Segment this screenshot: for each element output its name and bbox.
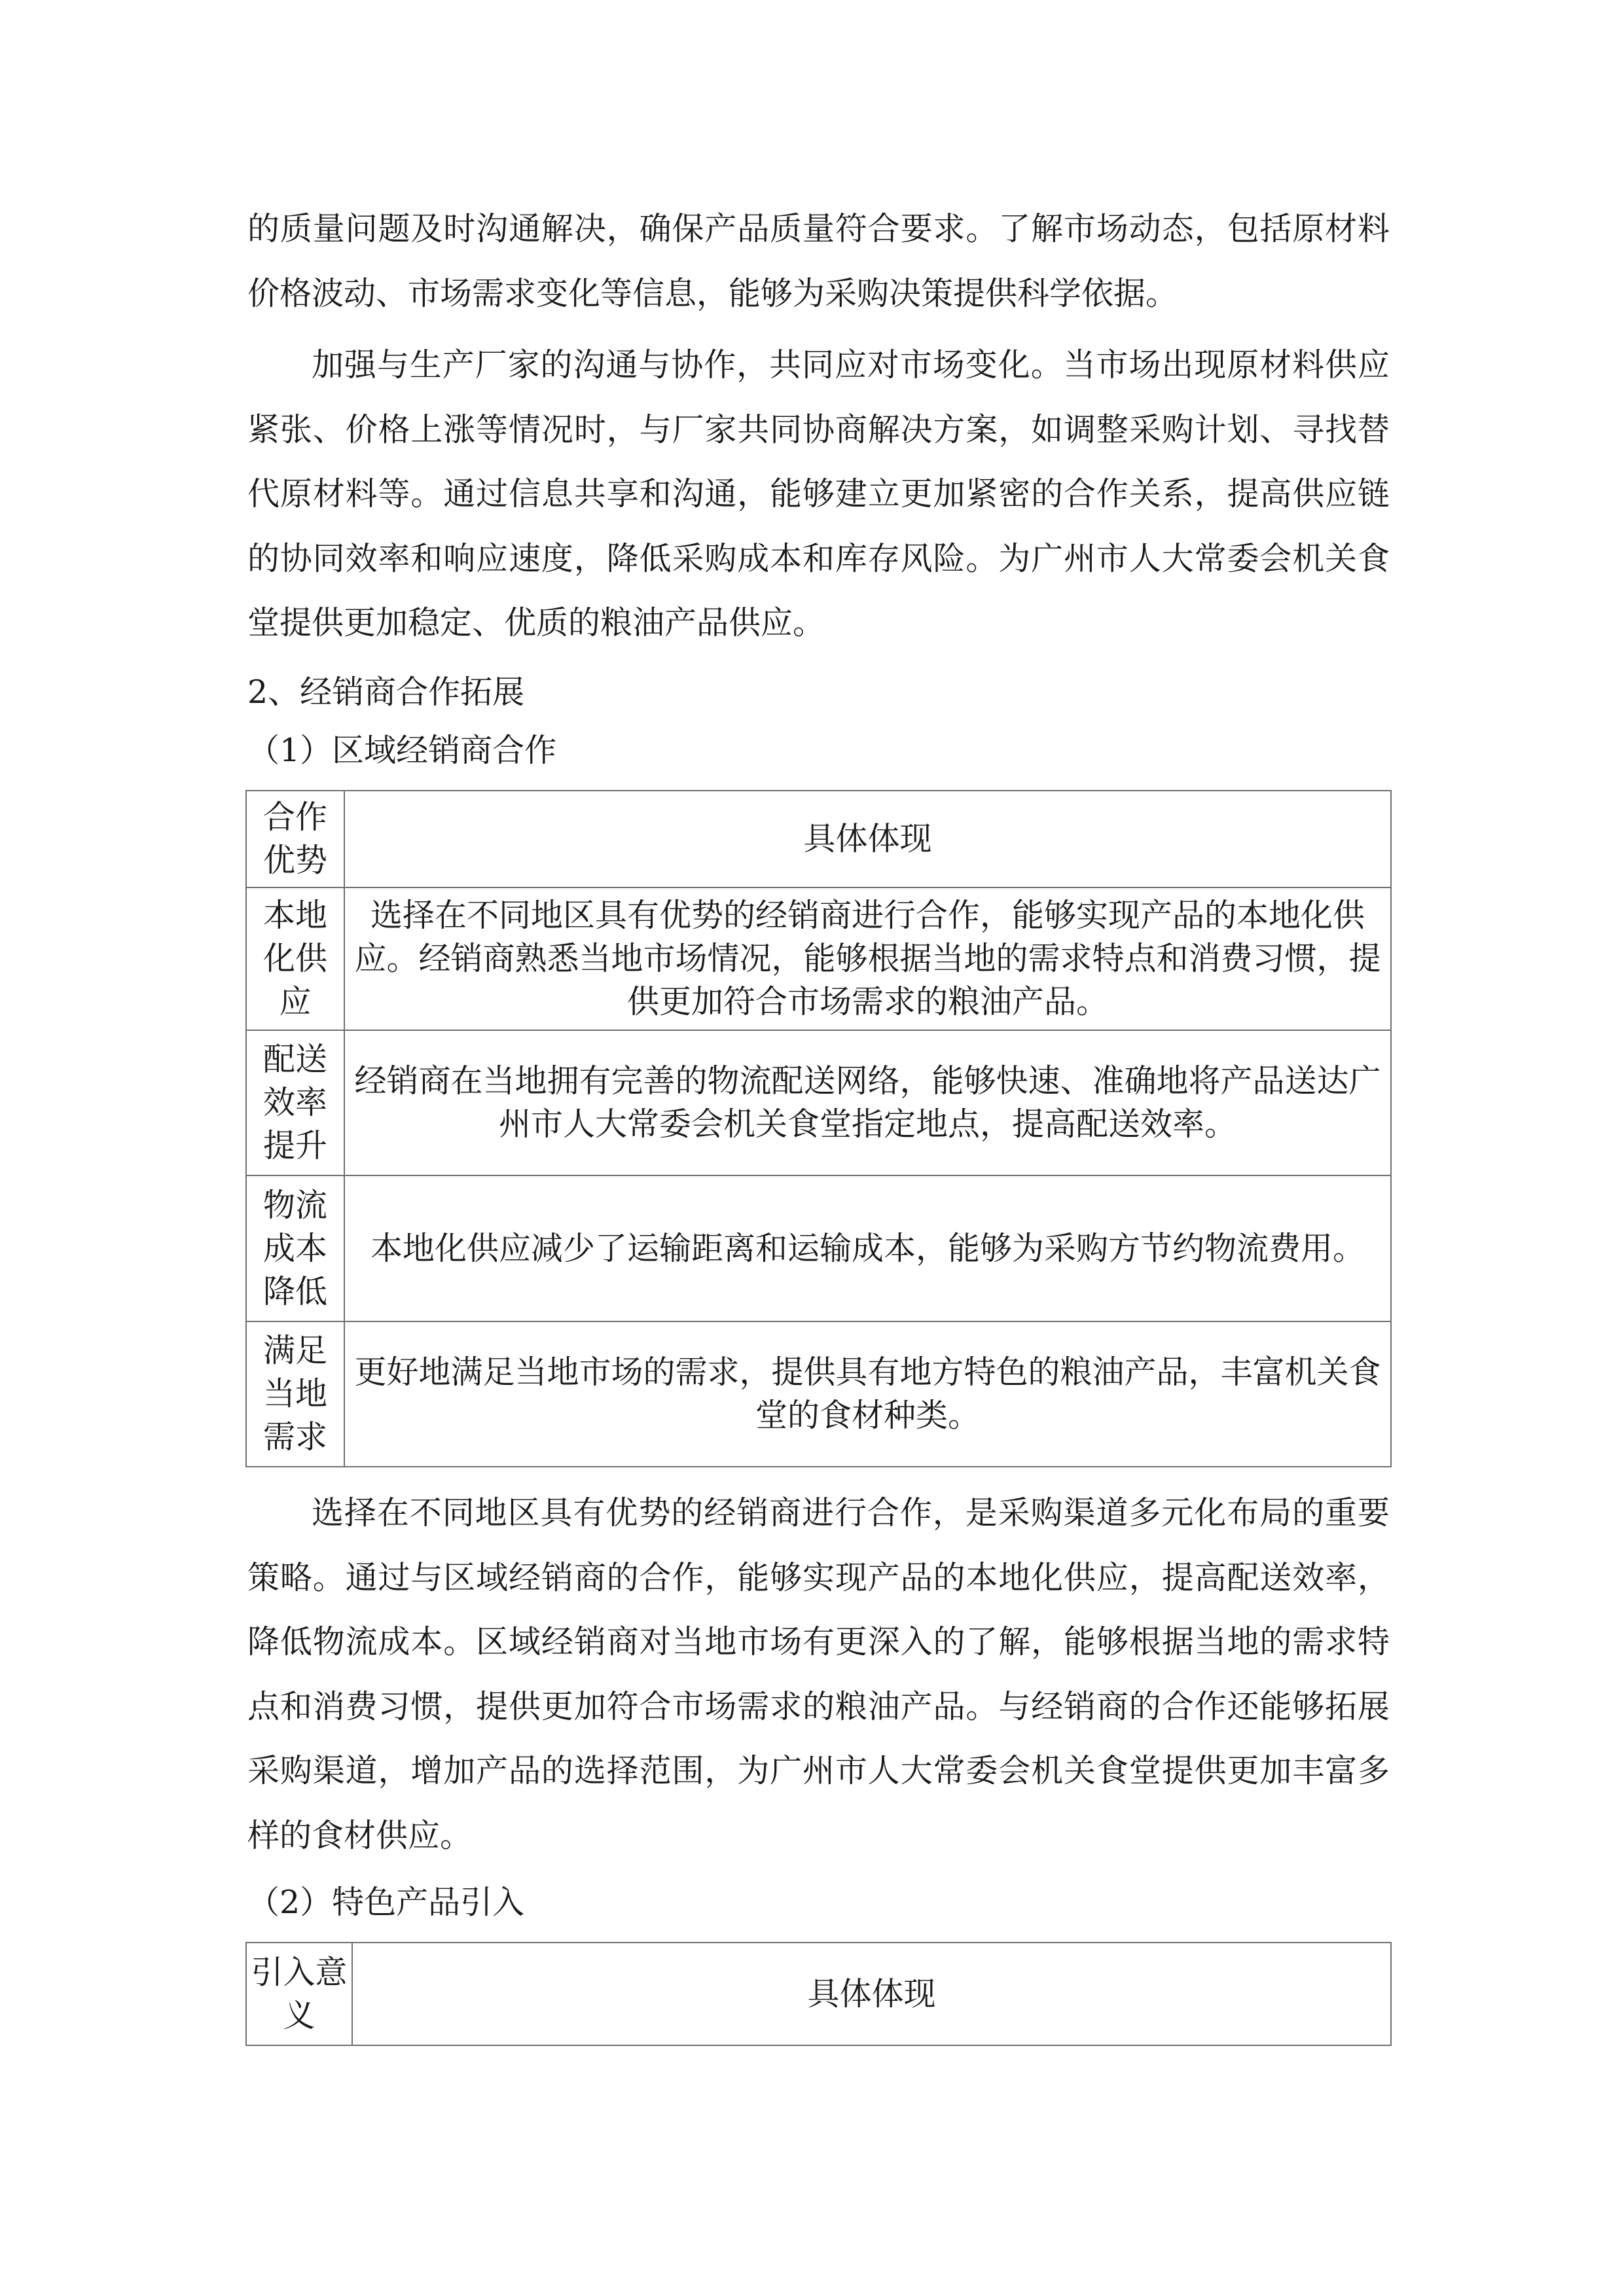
table-cell-advantage: 物流成本降低 [246,1175,344,1321]
table-header-row [246,1943,1391,2045]
table-header-row [246,791,1391,888]
table-cell-detail: 本地化供应减少了运输距离和运输成本，能够为采购方节约物流费用。 [344,1175,1391,1321]
table-cell-detail: 更好地满足当地市场的需求，提供具有地方特色的粮油产品，丰富机关食堂的食材种类。 [344,1321,1391,1467]
table-cell-advantage: 本地化供应 [246,888,344,1030]
table-header-advantage: 合作优势 [246,791,344,888]
specialty-products-table [245,1942,1392,2046]
table-header-detail: 具体体现 [352,1943,1391,2045]
table-cell-advantage: 满足当地需求 [246,1321,344,1467]
section-heading-dealer-expansion: 2、经销商合作拓展 [247,673,525,711]
table-row [246,1175,1391,1321]
subsection-heading-regional-dealer: （1）区域经销商合作 [247,732,557,769]
table-cell-detail: 选择在不同地区具有优势的经销商进行合作，能够实现产品的本地化供应。经销商熟悉当地市场情况，能够根据当地的需求特点和消费习惯，提供更加符合市场需求的粮油产品。 [344,888,1391,1030]
paragraph-quality-market: 的质量问题及时沟通解决，确保产品质量符合要求。了解市场动态，包括原材料价格波动、市场需求变化等信息，能够为采购决策提供科学依据。 [247,210,1390,312]
table-header-detail: 具体体现 [344,791,1391,888]
table-row [246,888,1391,1030]
table-row [246,1030,1391,1175]
table-cell-advantage: 配送效率提升 [246,1030,344,1175]
regional-dealer-table [245,790,1392,1467]
table-row [246,1321,1391,1467]
table-header-significance: 引入意义 [246,1943,352,2045]
paragraph-regional-dealer-strategy: 选择在不同地区具有优势的经销商进行合作，是采购渠道多元化布局的重要策略。通过与区域经销商的合作，能够实现产品的本地化供应，提高配送效率，降低物流成本。区域经销商对当地市场有更深入的了解，能够根据当地的需求特点和消费习惯，提供更加符合市场需求的粮油产品。与经销商的合作还能够拓展采购渠道，增加产品的选择范围，为广州市人大常委会机关食堂提供更加丰富多样的食材供应。 [247,1494,1390,1854]
table-cell-detail: 经销商在当地拥有完善的物流配送网络，能够快速、准确地将产品送达广州市人大常委会机关食堂指定地点，提高配送效率。 [344,1030,1391,1175]
paragraph-manufacturer-cooperation: 加强与生产厂家的沟通与协作，共同应对市场变化。当市场出现原材料供应紧张、价格上涨等情况时，与厂家共同协商解决方案，如调整采购计划、寻找替代原材料等。通过信息共享和沟通，能够建立更加紧密的合作关系，提高供应链的协同效率和响应速度，降低采购成本和库存风险。为广州市人大常委会机关食堂提供更加稳定、优质的粮油产品供应。 [247,346,1390,641]
subsection-heading-specialty-products: （2）特色产品引入 [247,1884,525,1921]
